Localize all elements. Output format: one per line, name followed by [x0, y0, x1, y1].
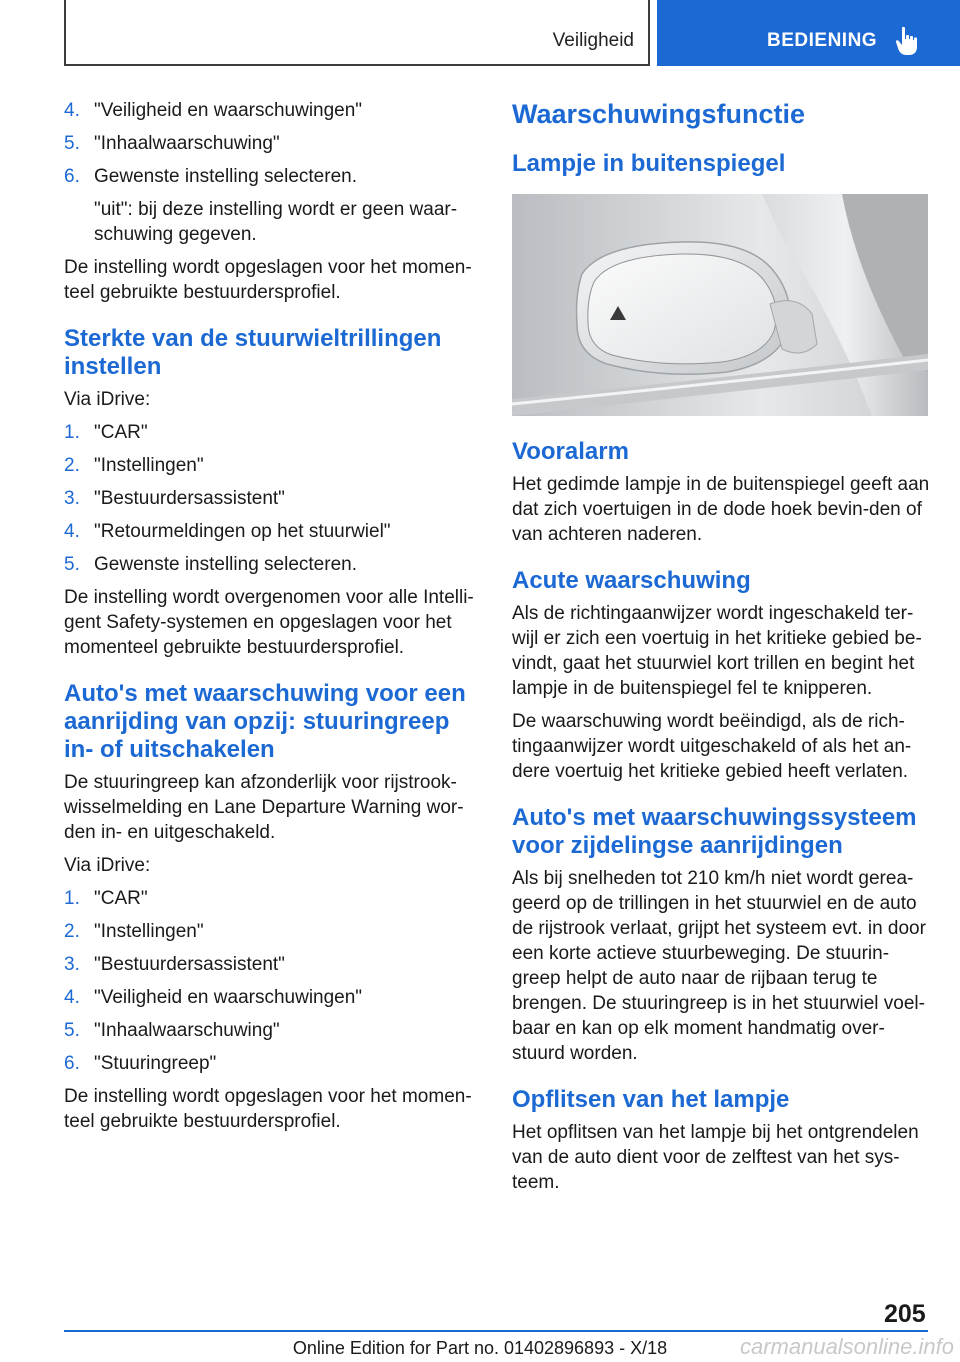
list-item: 4. "Retourmeldingen op het stuurwiel" [64, 521, 391, 542]
page-number: 205 [884, 1300, 926, 1328]
paragraph: Het gedimde lampje in de buitenspiegel geeft aan dat zich voertuigen in de dode hoek bevin-den of van achteren naderen. [512, 474, 930, 545]
list-item: 6. "Stuuringreep" [64, 1053, 217, 1074]
list-item: 5. "Inhaalwaarschuwing" [64, 1020, 280, 1041]
list-item: 3. "Bestuurdersassistent" [64, 488, 285, 509]
steps-list-1 [64, 98, 484, 247]
left-column [64, 98, 484, 1142]
list-item: 1. "CAR" [64, 888, 148, 909]
mirror-drawing [512, 194, 928, 416]
paragraph: De instelling wordt opgeslagen voor het momen-teel gebruikte bestuurdersprofiel. [64, 1086, 472, 1132]
list-item: 5. Gewenste instelling selecteren. [64, 554, 357, 575]
paragraph: De instelling wordt overgenomen voor alle Intelli-gent Safety-systemen en opgeslagen voor het momenteel gebruikte bestuurdersprofiel. [64, 587, 474, 658]
list-item-note: "uit": bij deze instelling wordt er geen waar-schuwing gegeven. [94, 199, 458, 245]
steps-list-2 [64, 420, 484, 577]
heading-waarschuwingssysteem: Auto's met waarschuwingssysteem voor zijdelingse aanrijdingen [512, 804, 917, 859]
list-item: 2. "Instellingen" [64, 455, 204, 476]
list-item: 6. Gewenste instelling selecteren. "uit": bij deze instelling wordt er geen waar-schuwing gegeven. [64, 164, 484, 247]
paragraph: De stuuringreep kan afzonderlijk voor rijstrook-wisselmelding en Lane Departure Warning wor-den in- en uitgeschakeld. [64, 772, 464, 843]
pointing-hand-icon [895, 26, 921, 56]
chapter-title: BEDIENING [767, 30, 878, 51]
via-idrive-label: Via iDrive: [64, 855, 151, 876]
paragraph: Als de richtingaanwijzer wordt ingeschakeld ter-wijl er zich een voertuig in het kritieke gebied be-vindt, gaat het stuurwiel kort trillen en begint het lampje in de buitenspiegel fel te knipperen. [512, 603, 922, 699]
watermark: carmanualsonline.info [739, 1334, 954, 1359]
section-title: Veiligheid [552, 30, 634, 51]
footer-edition: Online Edition for Part no. 01402896893 - X/18 [292, 1338, 668, 1358]
list-item: 3. "Bestuurdersassistent" [64, 954, 285, 975]
via-idrive-label: Via iDrive: [64, 389, 151, 410]
mirror-illustration [512, 194, 928, 416]
header-chapter-tab [657, 0, 960, 66]
list-item: 4. "Veiligheid en waarschuwingen" [64, 987, 363, 1008]
paragraph: De instelling wordt opgeslagen voor het momen-teel gebruikte bestuurdersprofiel. [64, 257, 472, 303]
list-item: 1. "CAR" [64, 422, 148, 443]
heading-sterkte: Sterkte van de stuurwieltrillingen instellen [64, 325, 442, 380]
heading-waarschuwingsfunctie: Waarschuwingsfunctie [512, 99, 806, 129]
list-item: 5. "Inhaalwaarschuwing" [64, 133, 280, 154]
steps-list-3 [64, 886, 484, 1076]
list-item: 2. "Instellingen" [64, 921, 204, 942]
heading-acute-waarschuwing: Acute waarschuwing [512, 567, 751, 594]
paragraph: De waarschuwing wordt beëindigd, als de rich-tingaanwijzer wordt uitgeschakeld of als het an-dere voertuig het kritieke gebied heeft verlaten. [512, 711, 912, 782]
footer-divider [64, 1330, 928, 1332]
paragraph: Als bij snelheden tot 210 km/h niet wordt gerea-geerd op de trillingen in het stuurwiel en de auto de rijstrook verlaat, grijpt het systeem evt. in door een korte actieve stuurbeweging. De stuurin-greep helpt de auto naar de rijbaan terug te brengen. De stuuringreep is in het stuurwiel voel-baar en kan op elk moment handmatig over-stuurd worden. [512, 868, 926, 1064]
right-column [512, 98, 932, 1203]
heading-vooralarm: Vooralarm [512, 438, 629, 465]
paragraph: Het opflitsen van het lampje bij het ontgrendelen van de auto dient voor de zelftest van het sys-teem. [512, 1122, 919, 1193]
heading-autos-stuuringreep: Auto's met waarschuwing voor een aanrijding van opzij: stuuringreep in- of uitschakelen [64, 680, 466, 763]
list-item: 4. "Veiligheid en waarschuwingen" [64, 100, 363, 121]
heading-opflitsen: Opflitsen van het lampje [512, 1086, 790, 1113]
header-section-tab [64, 0, 650, 66]
heading-lampje-buitenspiegel: Lampje in buitenspiegel [512, 150, 786, 177]
